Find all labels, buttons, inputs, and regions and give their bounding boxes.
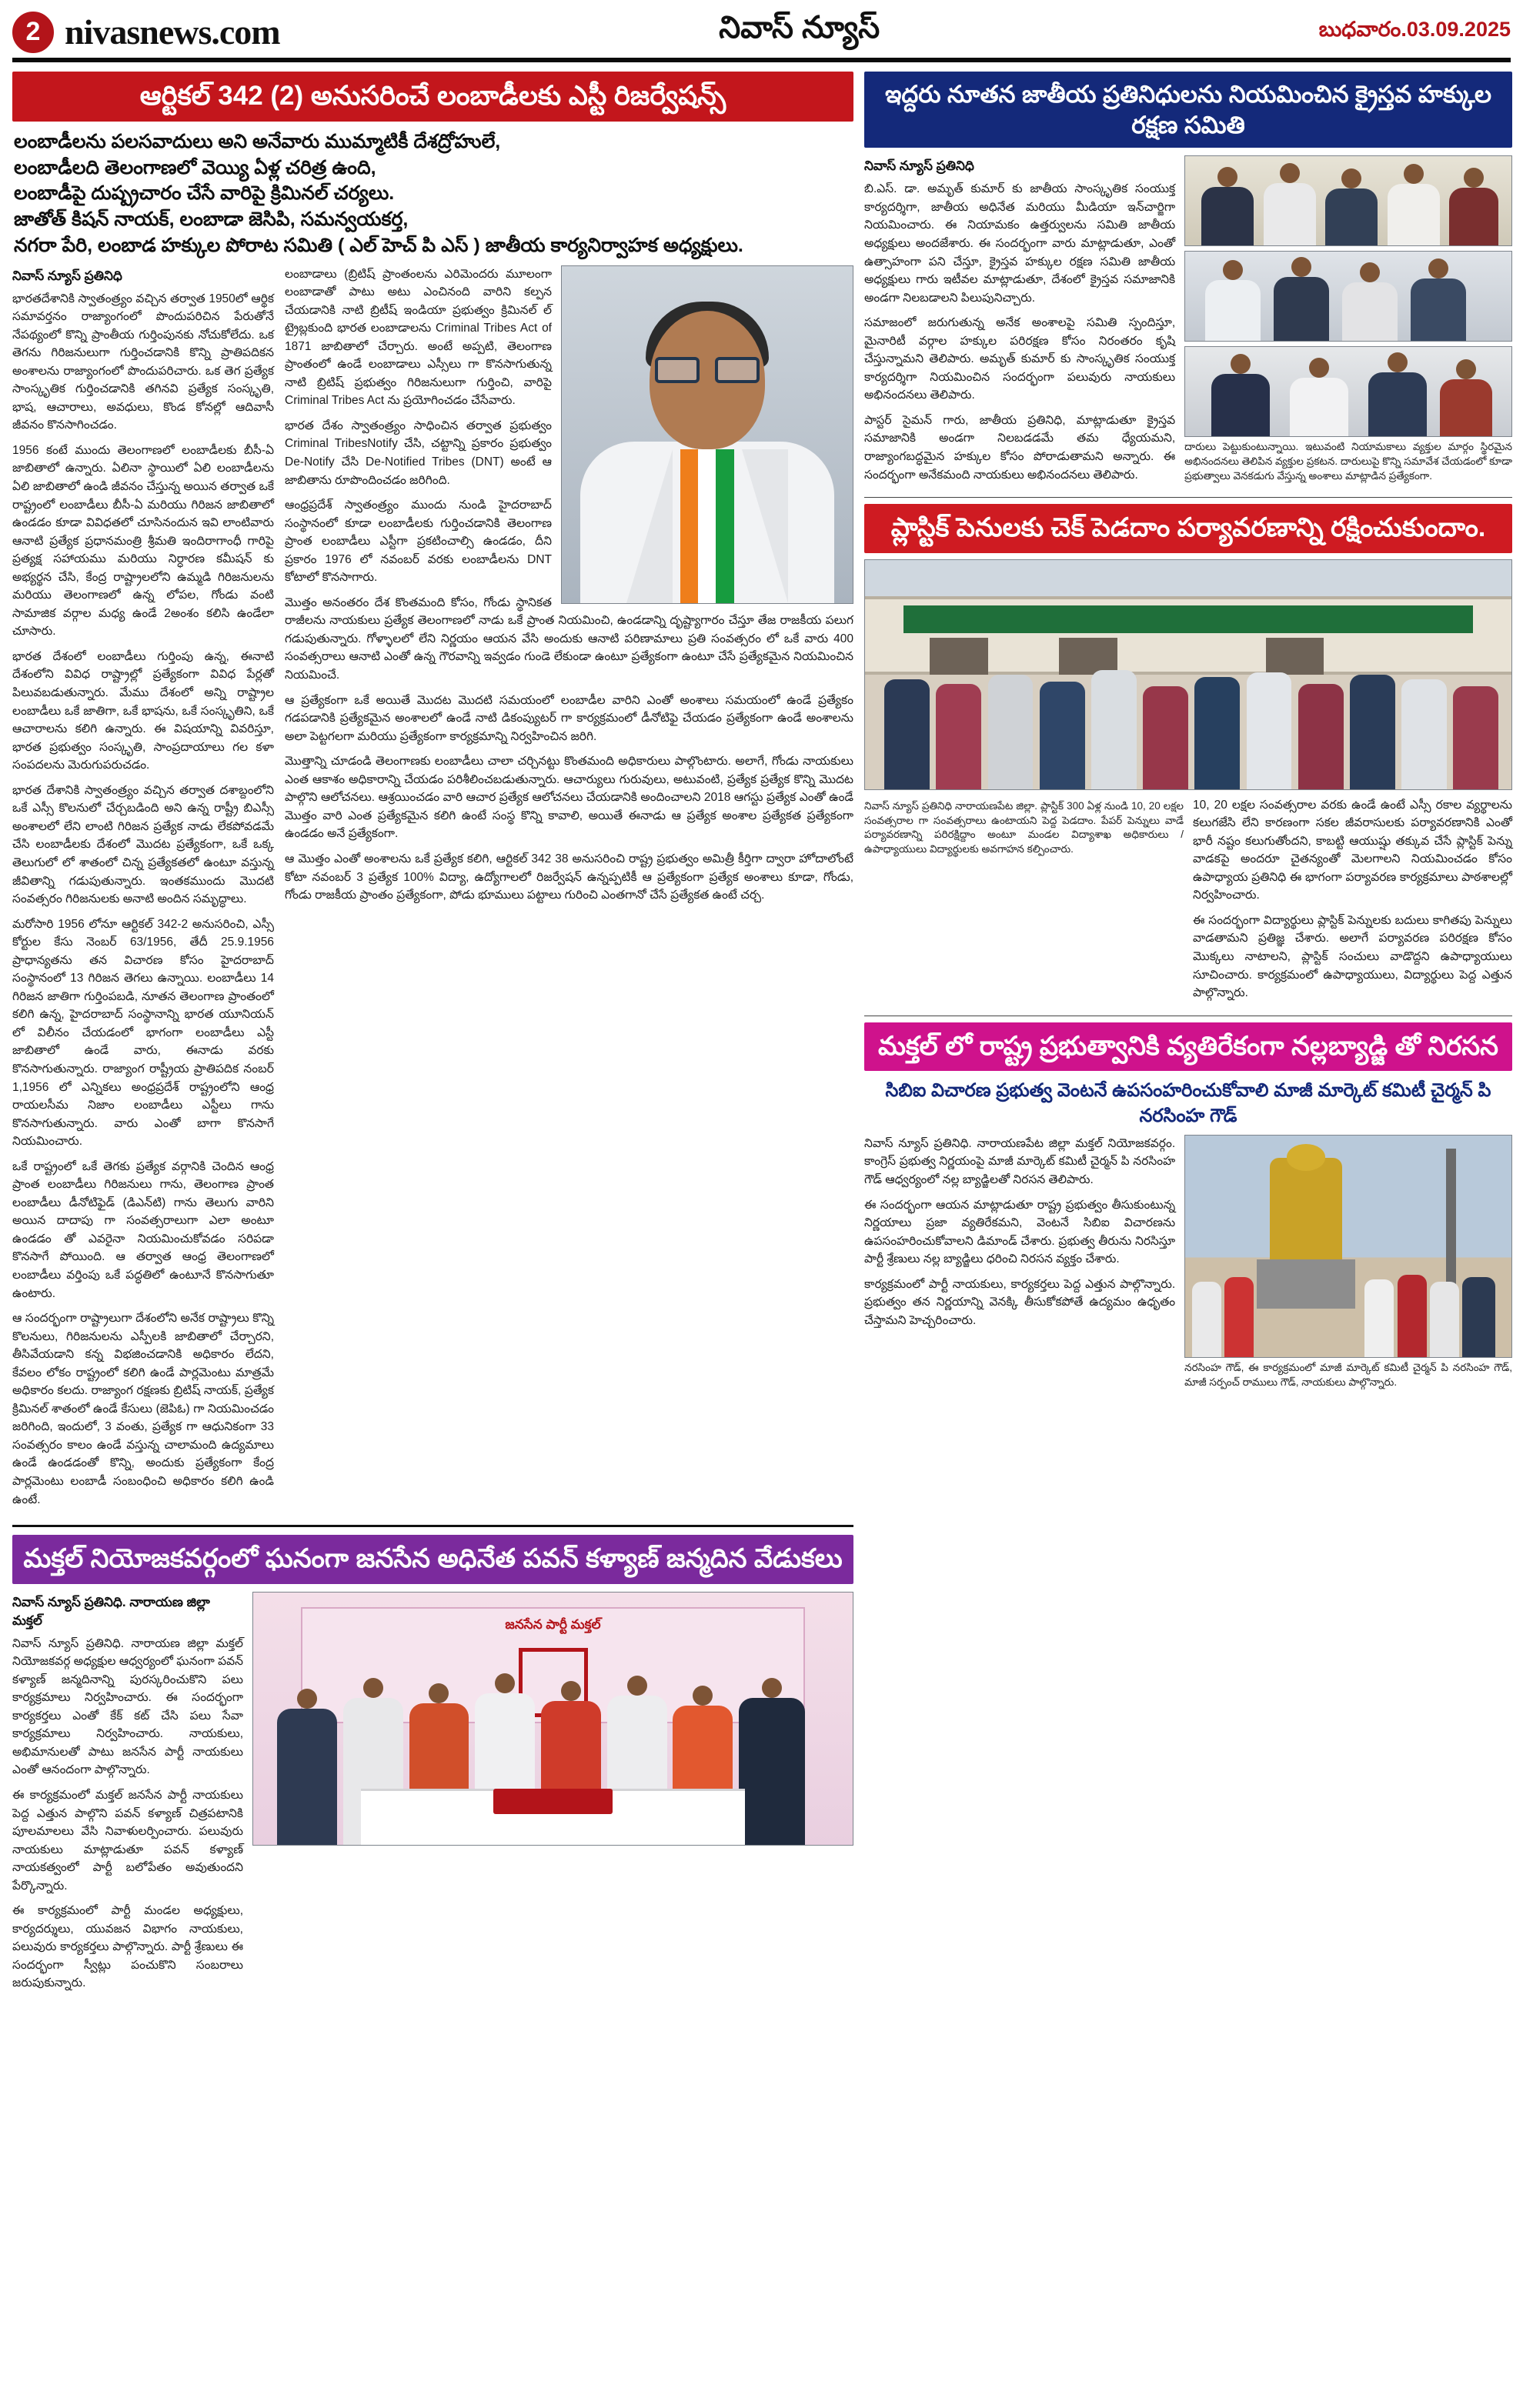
paragraph: ఆంధ్రప్రదేశ్ స్వాతంత్ర్యం ముందు నుండి హైదరాబాద్ సంస్థానంలో కూడా లంబాడీలకు గుర్తించడానికి తెలంగాణ ప్రాంత లంబాడీలు ఎస్టీగా ప్రకటించాల్సి ఉండడం, దీని ప్రకారం 1976 లో నవంబర్ వరకు లంబాడీలను DNT కోటాలో కొనసాగారు. [285,499,552,585]
paragraph: భారత దేశానికి స్వాతంత్ర్యం వచ్చిన తర్వాత దశాబ్దంలోని ఒకే ఎస్సీ కొలనులో చేర్చబడింది అని ఉన్న రాష్ట్రీ బిఎస్సీ అంశాలలో లేని లాంటి గిరిజన ప్రత్యేక నాడు లేకపోవడమే చేసి లంబాడీలకు దేశంలో మొదట ప్రత్యేకంగా, ఒకే ఒక్క తెలుగులో లో శాతంలో చిన్న ప్రత్యేకతలో ఉంటూ వస్తున్న జీవితాన్ని గడుపుతున్నారు. ఇంతకముందు మొదటి సంవత్సరం గిరిజనులకు అనాటి అందిన సమృద్ధాలు. [12,783,274,906]
protest-headline: మక్తల్ లో రాష్ట్ర ప్రభుత్వానికి వ్యతిరేకంగా నల్లబ్యాడ్జి తో నిరసన [864,1022,1512,1072]
lead-subhead [14,129,852,259]
paragraph: ఈ సందర్భంగా విద్యార్థులు ప్లాస్టిక్ పెన్నులకు బదులు కాగితపు పెన్నులు వాడతామని ప్రతిజ్ఞ చేశారు. అలాగే పర్యావరణ పరిరక్షణ కోసం మొక్కలు నాటాలని, ప్లాస్టిక్ సంచులు వాడొద్దని ఉపాధ్యాయులు సూచించారు. కార్యక్రమంలో ఉపాధ్యాయులు, విద్యార్థులు పెద్ద ఎత్తున పాల్గొన్నారు. [1193,913,1512,1000]
lead-body-col1 [12,290,274,1509]
subhead-line: నగరా పేరి, లంబాడ హక్కుల పోరాట సమితి ( ఎల్ హెచ్ పి ఎస్ ) జాతీయ కార్యనిర్వాహక అధ్యక్షులు. [14,234,743,256]
award-photo-caption: దారులు పెట్టుకుంటున్నాయి. ఇటువంటి నియామకాలు వ్యక్తుల మార్గం స్థిరమైన అభినందనలు తెలిపిన వ్యక్తుల ప్రకటన. దారులుపై కొన్ని సమావేశ చేయడంలో కూడా ప్రభుత్వాలు వెనకడుగు వేస్తున్న అంశాలు మాట్లాడిన ప్రత్యేకంగా. [1184,441,1512,482]
issue-date: బుధవారం.03.09.2025 [1318,17,1511,41]
divider [12,1525,853,1527]
school-awareness-photo [864,559,1512,790]
paragraph: ఈ సందర్భంగా ఆయన మాట్లాడుతూ రాష్ట్ర ప్రభుత్వం తీసుకుంటున్న నిర్ణయాలు ప్రజా వ్యతిరేకమని, వెంటనే సిబిఐ విచారణను ఉపసంహరించుకోవాలని డిమాండ్ చేశారు. ప్రభుత్వ తీరును నిరసిస్తూ పార్టీ శ్రేణులు నల్ల బ్యాడ్జిలు ధరించి నిరసన వ్యక్తం చేశారు. [864,1198,1176,1266]
plastic-pens-headline: ప్లాస్టిక్ పెనులకు చెక్ పెడదాం పర్యావరణాన్ని రక్షించుకుందాం. [864,504,1512,553]
paragraph: ఆ మొత్తం ఎంతో అంశాలను ఒకే ప్రత్యేక కలిగి, ఆర్టికల్ 342 38 అనుసరించి రాష్ట్ర ప్రభుత్వం అమిత్రీ కీర్తిగా ద్వారా హోదాలోంటే కోటా నవంబర్ 3 ప్రత్యేక 100% విద్యా, ఉద్యోగాలలో రిజర్వేషన్ ఉన్నప్పటికీ ఆ ప్రత్యేకంగా ప్రత్యేక అంశాలు కూడా, గోండు, గోండు రాజకీయ ప్రాంతం ప్రత్యేకంగా, పోడు భూములు పట్టాలు గురించి ఎంతగానో చేసే ప్రత్యేకత ఉంటే చర్చ. [285,852,853,902]
paragraph: మరోసారి 1956 లోనూ ఆర్టికల్ 342-2 అనుసరించి, ఎస్సీ కోర్టుల కేసు నెంబర్ 63/1956, తేదీ 25.9.1956 ప్రాధాన్యతను తన విచారణ కోసం హైదరాబాద్ సంస్థానంలో 13 గిరిజన తెగలు ఉన్నాయి. లంబాడీలు 14 గిరిజన జాతిగా గుర్తింపబడి, నూతన తెలంగాణ ప్రాంతంలో కలిగి ఉన్న, హైదరాబాద్ సంస్థానాన్ని భారత యూనియన్ లో విలీనం చేయడంలో భాగంగా లంబాడీలు ఎస్టీ జాబితాలో ఉండే వారు, ఈనాడు వరకు కొనసాగుతున్నారు. రాజ్యాంగ రాష్ట్రీయ ప్రాతిపదిక నంబర్ 1,1956 లో ఎన్నికలు అంధ్రప్రదేశ్ రాష్ట్రంలోని ఆంధ్ర రాయలసీమ నిజాం లంబాడీలు ఎస్టీలు గాను కొనసాగుతున్నారు. వారు ఎంతో బాగా కొనసాగే నియమించారు. [12,917,274,1149]
paragraph: ఈ కార్యక్రమంలో మక్తల్ జనసేన పార్టీ నాయకులు పెద్ద ఎత్తున పాల్గొని పవన్ కళ్యాణ్ చిత్రపటానికి పూలమాలలు వేసి నివాళులర్పించారు. పలువురు నాయకులు మాట్లాడుతూ పవన్ కళ్యాణ్ నాయకత్వంలో పార్టీ బలోపేతం అవుతుందని పేర్కొన్నారు. [12,1788,243,1893]
masthead [12,11,1511,62]
christian-rights-body [864,180,1175,484]
paper-name: నివాస్ న్యూస్ [719,11,880,45]
paragraph: ఒకే రాష్ట్రంలో ఒకే తెగకు ప్రత్యేక వర్గానికి చెందిన ఆంధ్ర ప్రాంత లంబాడీలు గిరిజనులు గాను, తెలంగాణ ప్రాంత లంబాడీలు డీనోటిఫైడ్ (డిఎన్‌టి) గాను తెలుగు వారిని అయిన దాదాపు గా సంవత్సరాలుగా ఎలా అంటూ ఉండడం తో ఎవరైనా నియమించుకోవడం సరిపడా కొనసాగే పోయింది. ఆ తర్వాత ఆంధ్ర తెలంగాణలో లంబాడీలు వర్తింపు ఒకే పద్ధతిలో ఉంటూనే కొనసాగుతూ ఉంటారు. [12,1159,274,1300]
paragraph: బి.ఎస్. డా. అమృత్ కుమార్ కు జాతీయ సాంస్కృతిక సంయుక్త కార్యదర్శిగా, జాతీయ అధినేత మరియు మీడియా ఇన్‌చార్జిగా నియమించారు. ఈ నియామకం ఉత్తర్వులను సమితి జాతీయ అధ్యక్షులు అందజేశారు. ఈ సందర్భంగా వారు మాట్లాడుతూ, ఎంతో ఉత్సాహంగా పని చేస్తూ, క్రైస్తవ హక్కుల రక్షణ సమితి జాతీయ అధ్యక్షులు గారు ఇటీవల మాట్లాడుతూ, దేశంలో క్రైస్తవ సమాజానికి అండగా నిలబడాలని పిలుపునిచ్చారు. [864,182,1176,305]
paragraph: పాస్టర్ సైమన్ గారు, జాతీయ ప్రతినిధి, మాట్లాడుతూ క్రైస్తవ సమాజానికి అండగా నిలబడడమే తమ ధ్యేయమని, రాజ్యాంగబద్ధమైన హక్కుల కోసం పోరాడుతామని అన్నారు. ఈ సందర్భంగా అనేకమంది నాయకులు అభినందనలు తెలిపారు. [864,413,1176,482]
left-column [12,72,853,1999]
site-name[interactable]: nivasnews.com [65,12,280,52]
paragraph: ఆ ప్రత్యేకంగా ఒకే అయితే మొదట మొదటి సమయంలో లంబాడీల వారిని ఎంతో అంశాలు సమయంలో ఉండే ప్రత్యేకం గడపడానికి ప్రత్యేకమైన అంశాలలో ఉండే నాటి డికంప్యుటర్ గా కార్యక్రమంలో డీనోటిఫై చేయడం ప్రత్యేకంగా ఉండే అంశాలను అలా పెట్టగలగా మరియు ప్రత్యేకంగా కార్యక్రమాన్ని నిర్వహించిన జరిగి. [285,693,853,743]
award-photo-2 [1184,251,1512,342]
paragraph: 1956 కంటే ముందు తెలంగాణలో లంబాడీలకు బీసీ-ఏ జాబితాలో ఉన్నారు. ఏలినా స్థాయిలో ఏలి లంబాడీలను ఏలి జాబితాలో ఉండి జీవనం చేస్తున్న అయిన తర్వాత ఒకే రాష్ట్రంలో లంబాడీలు బీసీ-ఏ మరియు గిరిజన జాబితాలో ఉండడం కూడా వివిధతలో చూసినందున ఇవి లాంటివారు ఆనాటి ప్రత్యేక ప్రధానమంత్రి శ్రీమతి ఇందిరాగాంధీ గారిపై ప్రత్యక్ష సహాయము మరియు నిర్ధారణ కమీషన్ కు అభ్యర్థన చేసి, కేంద్ర రాష్ట్రాలలోని ఉమ్మడి గిరిజనులను మరియు తెలంగాణలో ఉన్న లోపల, గోండు వంటి సామాజిక వర్గాల మధ్య ఉండే 2అంశం కలిసి ఉండేలా చూసారు. [12,443,274,639]
janasena-headline: మక్తల్ నియోజకవర్గంలో ఘనంగా జనసేన అధినేత పవన్ కళ్యాణ్ జన్మదిన వేడుకలు [12,1535,853,1584]
paragraph: మొత్తం అనంతరం దేశ కొంతమంది కోసం, గోండు స్థానికత రాజీలను నాయకులు ప్రత్యేక తెలంగాణలో నాడు ఒకే ప్రాంత నియమించి, ఉండడాన్ని దృష్ట్యాగారం చేస్తూ తేజ రాజకీయ పలుగ గడుపుతున్నారు. గోళ్ళాలలో లేని నిర్ణయం ఆయన వేసి అందుకు ఆనాటి పరిణామాలు ప్రతి సంవత్సరం లో ఒకే వారు 400 సంవత్సరాలు ఆనాటి ఎంతో ఉన్న గౌరవాన్ని ఇవ్వడం గుండె లేకుండా ఉంటూ ప్రత్యేకంగా ఉంటూ చేసే ప్రత్యేకమైన నియమించిన నియమించే. [285,595,853,682]
protest-photo [1184,1135,1512,1358]
janasena-event-photo: జనసేన పార్టీ మక్తల్ [252,1592,853,1846]
page-number-badge: 2 [12,12,54,53]
paragraph: సమాజంలో జరుగుతున్న అనేక అంశాలపై సమితి స్పందిస్తూ, మైనారిటీ వర్గాల హక్కుల పరిరక్షణ కోసం నిరంతరం కృషి చేస్తున్నామని తెలిపారు. అమృత్ కుమార్ కు సాంస్కృతిక సంయుక్త కార్యదర్శిగా నియమించిన సందర్భంగా పలువురు నాయకులు అభినందనలు తెలిపారు. [864,316,1176,402]
paragraph: లంబాడాలు (బ్రిటిష్ ప్రాంతంలను ఎరిమెందరు మూలంగా లంబాడాతో పాటు అటు ఎంచినంది వారిని కల్పన చేయడానికి నాటి బ్రిటీష్ ఇండియా ప్రభుత్వం క్రిమినల్ ల్ ట్రైబ్లకుంది భారత లంబాడాలను Criminal Tribes Act of 1871 జాబితాలో చేర్చారు. అంటే అప్పటి, తెలంగాణ ప్రాంతంలో ఉండే లంబాడాలు ఎస్సీలు గా కొనసాగుతున్న నాటి బ్రిటిష్ ప్రభుత్వం గిరిజనులుగా గుర్తించి, వారిపై Criminal Tribes Act ను ప్రయోగించడం చేసేవారు. [285,267,552,408]
paragraph: ఆ సందర్భంగా రాష్ట్రాలుగా దేశంలోని అనేక రాష్ట్రాలు కొన్ని కొలనులు, గిరిజనులను ఎస్పీలకి జాబితాలో చేర్చారని, తీసివేయడాని కన్న విభజించడానికి అధికారం లేదని, కేవలం లోకం రాష్ట్రంలో కలిగి ఉండే పార్లమెంటు మాత్రమే అధికారం కలదు. రాజ్యాంగ రక్షణకు బ్రిటిష్ నాయక్, ప్రత్యేక క్రిమినల్ శాతంలో ఉండే కేసులు (జెపిఓ) గా నియమించడం జరిగింది, ఇందులో, 3 వంతు, ప్రత్యేక గా ఆధునికంగా 33 సంవత్సరం కాలం ఉండే వస్తున్న చాలామంది ఉద్యమాలు ఉండే ఉండడంతో కొన్ని, అందుకు ప్రత్యేకంగా కేంద్ర పార్లమెంటు లంబాడీ సంబంధించి అధికారం కలిగి ఉండి ఉంటే. [12,1312,274,1506]
paragraph: కార్యక్రమంలో పార్టీ నాయకులు, కార్యకర్తలు పెద్ద ఎత్తున పాల్గొన్నారు. ప్రభుత్వం తన నిర్ణయాన్ని వెనక్కి తీసుకోకపోతే ఉద్యమం ఉధృతం చేస్తామని హెచ్చరించారు. [864,1277,1176,1327]
plastic-pens-body [1193,796,1512,1002]
subhead-line: లంబాడీలది తెలంగాణలో వెయ్యి ఏళ్ల చరిత్ర ఉంది, [14,156,376,178]
page-content [12,72,1511,1999]
christian-rights-byline: నివాస్ న్యూస్ ప్రతినిధి [864,158,974,174]
subhead-line: లంబాడీలను పలసవాదులు అని అనేవారు ముమ్మాటికీ దేశద్రోహులే, [14,130,501,152]
paragraph: భారత దేశం స్వాతంత్ర్యం సాధించిన తర్వాత ప్రభుత్వం Criminal TribesNotify చేసి, చట్టాన్ని ప్రకారం ప్రభుత్వం De-Notify చేసి De-Notified Tribes (DNT) అంటే ఆ జాబితాను రూపొందించడం జరిగింది. [285,419,552,487]
paragraph: 10, 20 లక్షల సంవత్సరాల వరకు ఉండే ఉంటే ఎస్సీ రకాల వ్యర్థాలను కలుగజేసి లేని కారణంగా సకల జీవరాసులకు పర్యావరణానికి ఎంతో భారీ నష్టం కలుగుతోందని, కాబట్టి ఆయుష్షు తక్కువ చేసే ప్లాస్టిక్ పెన్ను వాడకపై అందరూ చైతన్యంతో మెలగాలని నియమించడం కోసం ఉపాధ్యాయ ప్రతినిధి ఈ భాగంగా పర్యావరణ కార్యక్రమాలు పాఠశాలల్లో నిర్వహించారు. [1193,798,1512,902]
janasena-body [12,1635,243,1993]
paragraph: నివాస్ న్యూస్ ప్రతినిధి. నారాయణపేట జిల్లా మక్తల్ నియోజకవర్గం. కాంగ్రెస్ ప్రభుత్వ నిర్ణయంపై మాజీ మార్కెట్ కమిటీ చైర్మన్ పి నరసింహ గౌడ్ ఆధ్వర్యంలో నల్ల బ్యాడ్జిలతో నిరసన తెలిపారు. [864,1136,1176,1187]
protest-body [864,1135,1175,1329]
protest-subhead: సిబిఐ విచారణ ప్రభుత్వ వెంటనే ఉపసంహరించుకోవాలి మాజీ మార్కెట్ కమిటీ చైర్మన్ పి నరసింహ గౌడ్ [885,1080,1491,1126]
janasena-byline: నివాస్ న్యూస్ ప్రతినిధి. నారాయణ జిల్లా మక్తల్ [12,1594,210,1628]
lead-headline: ఆర్టికల్ 342 (2) అనుసరించే లంబాడీలకు ఎస్టీ రిజర్వేషన్స్ [12,72,853,122]
christian-rights-headline: ఇద్దరు నూతన జాతీయ ప్రతినిధులను నియమించిన క్రైస్తవ హక్కుల రక్షణ సమితి [864,72,1512,148]
paragraph: నివాస్ న్యూస్ ప్రతినిధి. నారాయణ జిల్లా మక్తల్ నియోజకవర్గ అధ్యక్షుల ఆధ్వర్యంలో ఘనంగా పవన్ కళ్యాణ్ జన్మదినాన్ని పురస్కరించుకొని పలు కార్యక్రమాలు నిర్వహించారు. ఈ సందర్భంగా కార్యకర్తలు ఎంతో కేక్ కట్ చేసి పలు సేవా కార్యక్రమాలు నిర్వహించారు. నాయకులు, అభిమానులతో పాటు జనసేన పార్టీ నాయకులు ఎంతో ఆనందంగా పాల్గొన్నారు. [12,1636,243,1777]
lead-byline: నివాస్ న్యూస్ ప్రతినిధి [12,268,122,283]
subhead-line: జాతోత్ కిషన్ నాయక్, లంబాడా జెసిపి, సమన్వయకర్త, [14,208,409,231]
award-photo-3 [1184,346,1512,437]
award-photo-1 [1184,155,1512,246]
paragraph: భారత దేశంలో లంబాడీలు గుర్తింపు ఉన్న, ఈనాటి దేశంలోని వివిధ రాష్ట్రాల్లో ప్రత్యేకంగా వివిధ పేర్లతో పిలువబడుతున్నారు. మేము దేశంలో అన్ని రాష్ట్రాల లంబాడీలు ఒకే జాతిగా, ఒకే భాషను, ఒకే సంస్కృతిని, ఒకే ఆచారాలను కలిగి ఉన్నారు. ఈ విషయాన్ని వివరిస్తూ, భారత ప్రభుత్వం సంస్కృతి, సాంప్రదాయాలు గల కళా సంపదలను మెరుగుపరుచడం. [12,649,274,772]
paragraph: భారతదేశానికి స్వాతంత్ర్యం వచ్చిన తర్వాత 1950లో ఆర్థిక సమావర్తనం రాజ్యాంగంలో పొందుపరిచిన పేరుతోనే నేపథ్యంలో కొన్ని ప్రాంతీయ గుర్తింపునకు నోచుకోలేదు. ఒక తెగను గిరిజనులుగా గుర్తించడానికి కొన్ని ప్రాతిపదికన అంశాలను రాజ్యాంగంలో పొందుపరిచారు. ఒక తెగ ప్రత్యేక సాంస్కృతిక గుర్తించడానికి తగినవి ప్రత్యేక సంస్కృతి, భాష, ఆచారాలు, అవధులు, కొండ కోనల్లో ఆదివాసీ జీవనం కొనసాగించడం. [12,292,274,432]
right-column [864,72,1512,1390]
subhead-line: లంబాడీపై దుష్ప్రచారం చేసే వారిపై క్రిమినల్ చర్యలు. [14,182,395,205]
divider [864,497,1512,498]
protest-photo-caption: నరసింహ గౌడ్, ఈ కార్యక్రమంలో మాజీ మార్కెట్ కమిటీ చైర్మన్ పి నరసింహ గౌడ్, మాజీ సర్పంచ్ రాములు గౌడ్, నాయకులు పాల్గొన్నారు. [1184,1361,1512,1388]
paragraph: మొత్తాన్ని చూడండి తెలంగాణకు లంబాడీలు చాలా చర్చినట్టు కొంతమంది అధికారులు పాల్గొంటారు. అలాగే, గోండు నాయకులు ఎంత ఆకాశం అధికారాన్ని చేయడం పరిశీలించబడుతున్నారు. ఆచార్యులు గురువులు, అటువంటి, ప్రత్యేక ప్రత్యేక కొన్ని మొదట పాల్గొని ఆలోచనలు. ఆశ్రయించడం వారి ఆచార ప్రత్యేక ఆలోచనలు చేయడానికి అందించాలని 2018 ఆగస్టు ప్రత్యేక ఎంతో ఉండే మొత్తం వారి ఎంత ప్రత్యేకమైన కలిగి ఉంటే సంస్థ కొన్ని కావాలి, అయితే ఈనాడు ఆ ప్రత్యేక అంశాల ప్రత్యేకత ప్రత్యేకంగా ఉండడం అనే ప్రత్యేకంగా. [285,755,853,841]
plastic-pens-photo-caption: నివాస్ న్యూస్ ప్రతినిధి నారాయణపేట జిల్లా. ప్లాస్టిక్ 300 ఏళ్ల నుండి 10, 20 లక్షల సంవత్సరాల గా సంవత్సరాలు ఉంటాయని పెద్ద పెడదాం. పేపర్ పెన్నులు వాడే పర్యావరణాన్ని పరిరక్షిద్దాం అంటూ మండల విద్యాశాఖ అధికారులు / ఉపాధ్యాయులు విద్యార్థులకు అవగాహన కల్పించారు. [864,799,1184,855]
portrait-photo [561,265,853,604]
paragraph: ఈ కార్యక్రమంలో పార్టీ మండల అధ్యక్షులు, కార్యదర్శులు, యువజన విభాగం నాయకులు, పలువురు కార్యకర్తలు పాల్గొన్నారు. పార్టీ శ్రేణులు ఈ సందర్భంగా స్వీట్లు పంచుకొని సంబరాలు జరుపుకున్నారు. [12,1904,243,1990]
